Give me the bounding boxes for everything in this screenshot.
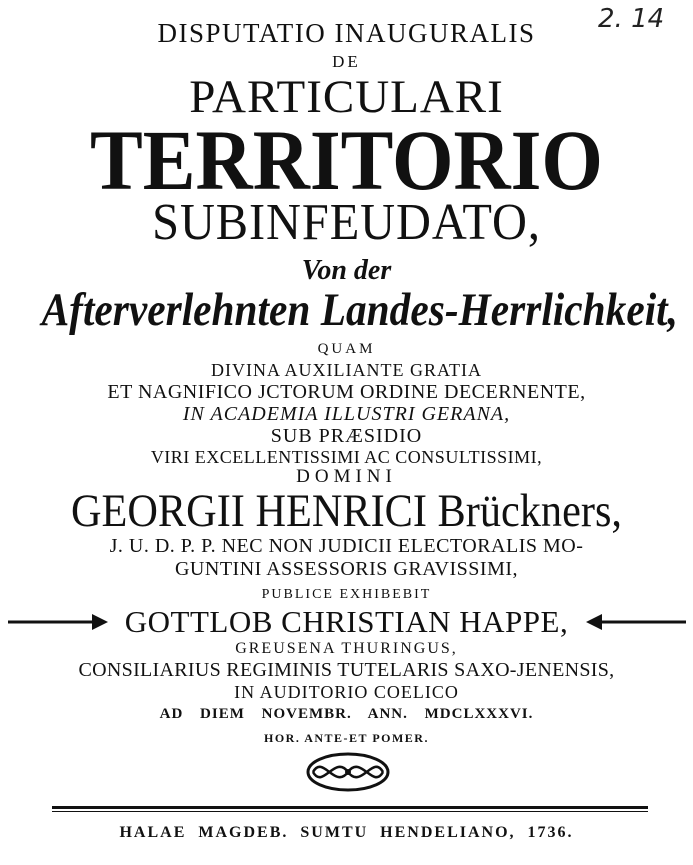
arrow-left-icon [586,612,686,632]
subinfeudato-line: SUBINFEUDATO, [152,194,541,251]
origin-line: GREUSENA THURINGUS, [235,640,458,657]
academia-line: IN ACADEMIA ILLUSTRI GERANA, [182,403,511,425]
territorio-title: TERRITORIO [90,112,603,208]
auditorio-line: IN AUDITORIO COELICO [234,682,459,702]
hours-line: HOR. ANTE-ET POMER. [264,731,429,745]
ordine-line: ET NAGNIFICO JCTORUM ORDINE DECERNENTE, [107,381,586,403]
praeses-titles-1: J. U. D. P. P. NEC NON JUDICII ELECTORALIS MO- [109,535,584,557]
viri-line: VIRI EXCELLENTISSIMI AC CONSULTISSIMI, [150,447,543,467]
de-line: DE [332,52,361,71]
ornament-icon [303,750,393,794]
imprint-line: HALAE MAGDEB. SUMTU HENDELIANO, 1736. [119,824,574,841]
publice-line: PUBLICE EXHIBEBIT [261,587,432,602]
divina-line: DIVINA AUXILIANTE GRATIA [211,360,482,380]
divider-rule [52,806,648,809]
praeses-titles-2: GUNTINI ASSESSORIS GRAVISSIMI, [174,558,519,580]
office-line: CONSILIARIUS REGIMINIS TUTELARIS SAXO-JENENSIS, [78,659,615,681]
respondent-name: GOTTLOB CHRISTIAN HAPPE, [124,604,569,639]
date-line: AD DIEM NOVEMBR. ANN. MDCLXXXVI. [159,706,534,722]
particulari-line: PARTICULARI [189,71,504,123]
domini-line: DOMINI [296,466,397,487]
praesidio-line: SUB PRÆSIDIO [270,425,423,447]
disputatio-heading: DISPUTATIO INAUGURALIS [157,18,536,48]
german-title: Afterverlehnten Landes-Herrlichkeit, [41,284,679,336]
german-von-der: Von der [301,255,392,286]
handwritten-note: 2. 14 [598,4,665,34]
praeses-name: GEORGII HENRICI Brückners, [71,485,622,537]
quam-line: QUAM [317,341,376,357]
divider-rule-thin [52,811,648,812]
